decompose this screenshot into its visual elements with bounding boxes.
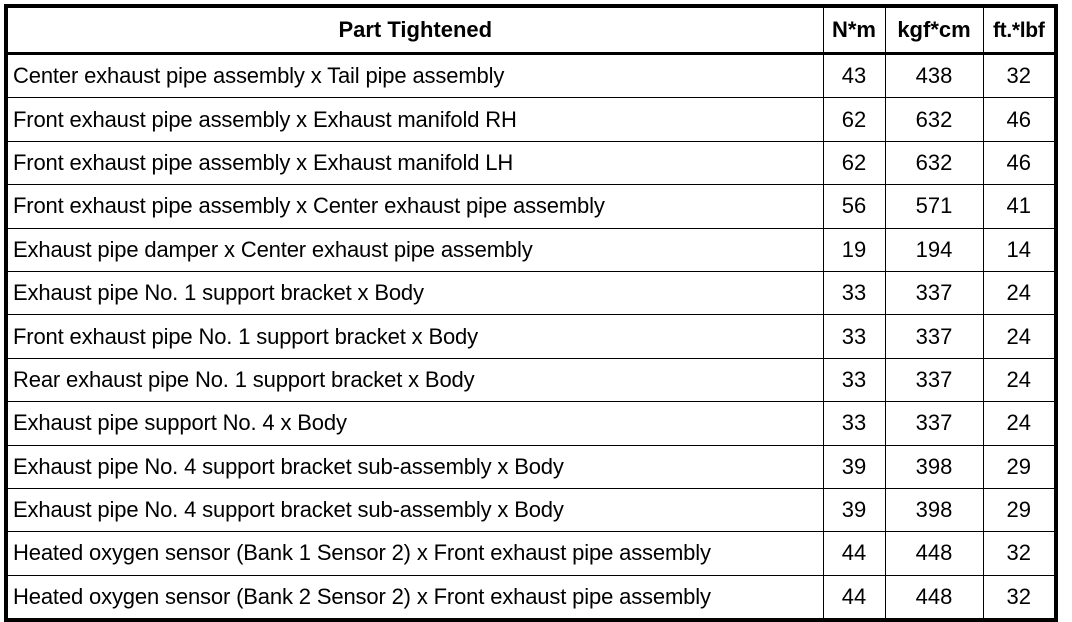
- kgf-cm-cell: 438: [885, 54, 983, 98]
- nm-cell: 56: [823, 185, 885, 228]
- nm-cell: 62: [823, 98, 885, 141]
- part-cell: Rear exhaust pipe No. 1 support bracket x Body: [6, 358, 823, 401]
- part-cell: Front exhaust pipe assembly x Center exhaust pipe assembly: [6, 185, 823, 228]
- nm-cell: 39: [823, 488, 885, 531]
- ft-lbf-cell: 32: [983, 575, 1056, 620]
- nm-cell: 33: [823, 271, 885, 314]
- table-row: [6, 488, 1056, 531]
- ft-lbf-cell: 29: [983, 445, 1056, 488]
- table-row: [6, 532, 1056, 575]
- nm-cell: 62: [823, 141, 885, 184]
- ft-lbf-cell: 32: [983, 532, 1056, 575]
- nm-cell: 44: [823, 575, 885, 620]
- ft-lbf-cell: 14: [983, 228, 1056, 271]
- header-ft-lbf: ft.*lbf: [983, 6, 1056, 54]
- part-cell: Exhaust pipe damper x Center exhaust pipe assembly: [6, 228, 823, 271]
- ft-lbf-cell: 24: [983, 315, 1056, 358]
- kgf-cm-cell: 632: [885, 98, 983, 141]
- kgf-cm-cell: 337: [885, 358, 983, 401]
- nm-cell: 43: [823, 54, 885, 98]
- ft-lbf-cell: 32: [983, 54, 1056, 98]
- ft-lbf-cell: 46: [983, 98, 1056, 141]
- part-cell: Exhaust pipe support No. 4 x Body: [6, 402, 823, 445]
- ft-lbf-cell: 46: [983, 141, 1056, 184]
- part-cell: Center exhaust pipe assembly x Tail pipe assembly: [6, 54, 823, 98]
- ft-lbf-cell: 24: [983, 358, 1056, 401]
- torque-spec-table: [4, 4, 1058, 622]
- header-newton-meter: N*m: [823, 6, 885, 54]
- table-row: [6, 315, 1056, 358]
- kgf-cm-cell: 448: [885, 532, 983, 575]
- nm-cell: 19: [823, 228, 885, 271]
- part-cell: Front exhaust pipe assembly x Exhaust manifold RH: [6, 98, 823, 141]
- part-cell: Heated oxygen sensor (Bank 1 Sensor 2) x Front exhaust pipe assembly: [6, 532, 823, 575]
- table-row: [6, 445, 1056, 488]
- header-part-tightened: Part Tightened: [6, 6, 823, 54]
- kgf-cm-cell: 398: [885, 488, 983, 531]
- nm-cell: 33: [823, 402, 885, 445]
- nm-cell: 33: [823, 358, 885, 401]
- part-cell: Front exhaust pipe No. 1 support bracket x Body: [6, 315, 823, 358]
- table-header-row: [6, 6, 1056, 54]
- header-kgf-cm: kgf*cm: [885, 6, 983, 54]
- table-row: [6, 228, 1056, 271]
- ft-lbf-cell: 24: [983, 402, 1056, 445]
- kgf-cm-cell: 571: [885, 185, 983, 228]
- kgf-cm-cell: 337: [885, 402, 983, 445]
- table-row: [6, 54, 1056, 98]
- part-cell: Front exhaust pipe assembly x Exhaust manifold LH: [6, 141, 823, 184]
- table-row: [6, 575, 1056, 620]
- table-row: [6, 402, 1056, 445]
- kgf-cm-cell: 448: [885, 575, 983, 620]
- part-cell: Exhaust pipe No. 1 support bracket x Body: [6, 271, 823, 314]
- ft-lbf-cell: 29: [983, 488, 1056, 531]
- part-cell: Exhaust pipe No. 4 support bracket sub-assembly x Body: [6, 445, 823, 488]
- nm-cell: 44: [823, 532, 885, 575]
- nm-cell: 33: [823, 315, 885, 358]
- nm-cell: 39: [823, 445, 885, 488]
- kgf-cm-cell: 337: [885, 271, 983, 314]
- ft-lbf-cell: 41: [983, 185, 1056, 228]
- kgf-cm-cell: 632: [885, 141, 983, 184]
- part-cell: Heated oxygen sensor (Bank 2 Sensor 2) x Front exhaust pipe assembly: [6, 575, 823, 620]
- kgf-cm-cell: 337: [885, 315, 983, 358]
- kgf-cm-cell: 194: [885, 228, 983, 271]
- table-row: [6, 358, 1056, 401]
- table-row: [6, 271, 1056, 314]
- part-cell: Exhaust pipe No. 4 support bracket sub-assembly x Body: [6, 488, 823, 531]
- ft-lbf-cell: 24: [983, 271, 1056, 314]
- table-row: [6, 185, 1056, 228]
- table-row: [6, 98, 1056, 141]
- kgf-cm-cell: 398: [885, 445, 983, 488]
- table-row: [6, 141, 1056, 184]
